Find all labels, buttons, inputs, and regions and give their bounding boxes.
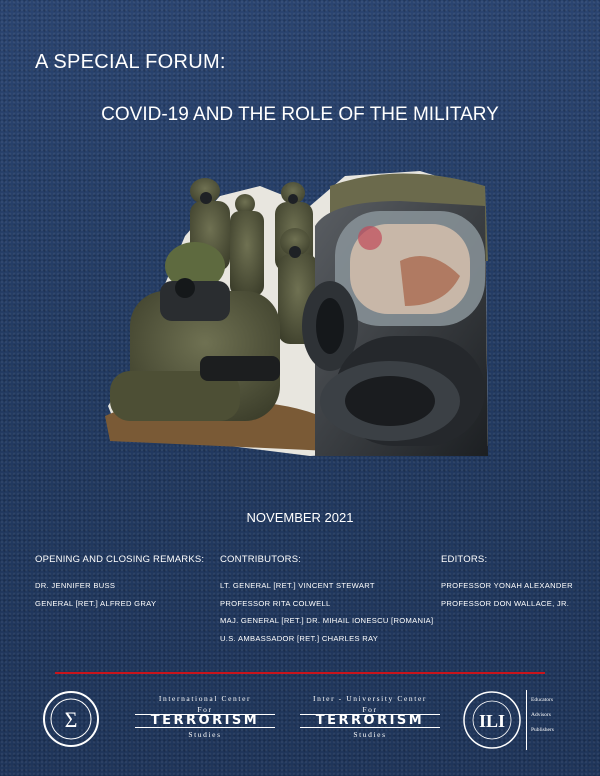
ili-tag: Advisors [531,712,551,718]
ili-mark: ILI [478,711,506,731]
ili-divider [526,690,527,750]
editor-name: PROFESSOR DON WALLACE, JR. [441,599,570,608]
contributor-name: MAJ. GENERAL [RET.] DR. MIHAIL IONESCU [ROMANIA] [220,616,434,625]
icts-terrorism: TERRORISM [135,714,275,728]
iucts-logo [300,694,440,739]
ili-tag: Educators [531,697,553,703]
potomac-seal-symbol: Σ [64,707,78,732]
contributor-name: U.S. AMBASSADOR [RET.] CHARLES RAY [220,634,379,643]
iucts-line1: Inter - University Center [313,694,427,703]
remarks-name: GENERAL [RET.] ALFRED GRAY [35,599,157,608]
iucts-terrorism: TERRORISM [300,714,440,728]
remarks-name: DR. JENNIFER BUSS [35,581,116,590]
editor-name: PROFESSOR YONAH ALEXANDER [441,581,573,590]
divider-rule [55,672,545,674]
publication-date: NOVEMBER 2021 [246,510,354,525]
ili-tag: Publishers [531,727,554,733]
remarks-heading: OPENING AND CLOSING REMARKS: [35,554,205,565]
contributor-name: LT. GENERAL [RET.] VINCENT STEWART [220,581,375,590]
editors-heading: EDITORS: [441,554,488,565]
iucts-line4: Studies [353,730,387,739]
page-title: COVID-19 AND THE ROLE OF THE MILITARY [101,104,499,125]
contributor-name: PROFESSOR RITA COLWELL [220,599,331,608]
contributors-heading: CONTRIBUTORS: [220,554,302,565]
icts-line2: For [197,705,213,714]
ili-seal-icon [462,690,522,750]
ili-tags [531,693,554,738]
potomac-institute-seal-icon [42,690,100,748]
icts-line1: International Center [158,694,252,703]
cover-photo-soldiers-gas-masks [100,166,492,458]
forum-label: A SPECIAL FORUM: [35,51,226,73]
iucts-line2: For [362,705,378,714]
icts-logo [135,694,275,739]
icts-line4: Studies [188,730,222,739]
